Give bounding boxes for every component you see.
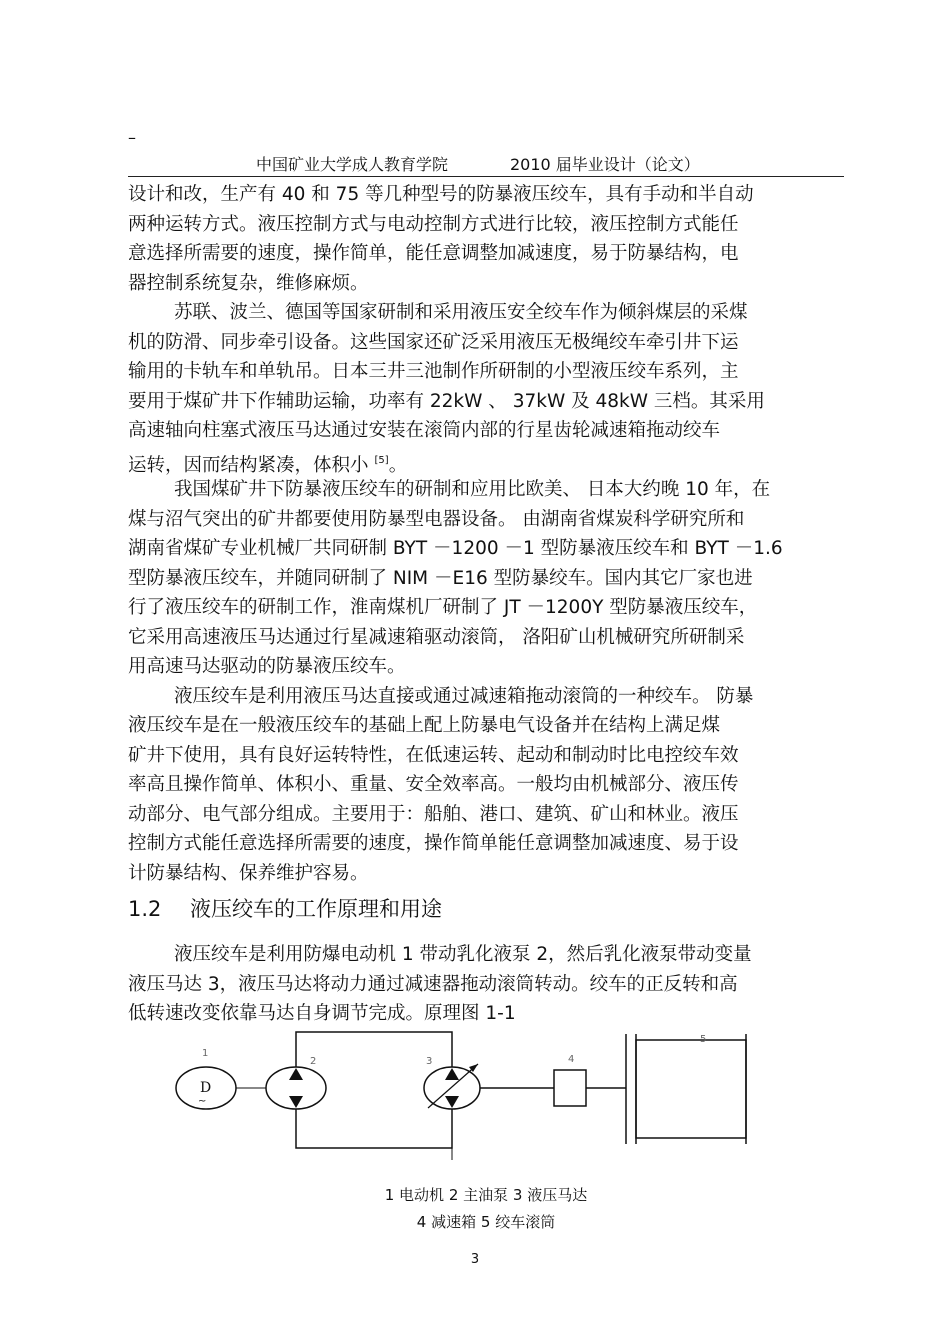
- section-number: 1.2: [128, 897, 162, 921]
- winch-drum-symbol: [636, 1040, 746, 1138]
- text-line: 我国煤矿井下防暴液压绞车的研制和应用比欧美、 日本大约晚 10 年，在: [174, 479, 771, 500]
- text-line: 液压绞车是利用防爆电动机 1 带动乳化液泵 2，然后乳化液泵带动变量: [174, 944, 752, 965]
- section-heading: [128, 890, 848, 928]
- header-institution: 中国矿业大学成人教育学院: [256, 155, 449, 174]
- text-line: 机的防滑、同步牵引设备。这些国家还矿泛采用液压无极绳绞车牵引井下运: [128, 331, 739, 353]
- section-title: 液压绞车的工作原理和用途: [190, 897, 442, 921]
- header-thesis-label: 2010 届毕业设计（论文）: [510, 155, 700, 174]
- text-line: 高速轴向柱塞式液压马达通过安装在滚筒内部的行星齿轮减速箱拖动绞车: [128, 420, 721, 441]
- figure-caption-line1: 1 电动机 2 主油泵 3 液压马达: [384, 1186, 588, 1204]
- label-reducer: 4: [568, 1054, 575, 1065]
- body-text: [128, 180, 848, 1029]
- text-line: 液压绞车是在一般液压绞车的基础上配上防暴电气设备并在结构上满足煤: [128, 715, 721, 736]
- text-line: 设计和改，生产有 40 和 75 等几种型号的防暴液压绞车，具有手动和半自动: [128, 184, 754, 205]
- label-drum: 5: [700, 1034, 707, 1045]
- motor-letter: D: [200, 1080, 212, 1096]
- citation-mark: [5]: [374, 454, 389, 466]
- hydraulic-loop-bottom: [296, 1109, 452, 1148]
- text-line: 率高且操作简单、体积小、重量、安全效率高。一般均由机械部分、液压传: [128, 774, 739, 795]
- text-line: 用高速马达驱动的防暴液压绞车。: [128, 656, 406, 677]
- text-line: [128, 446, 848, 476]
- page-number: 3: [470, 1252, 480, 1267]
- text-line: 矿井下使用，具有良好运转特性，在低速运转、起动和制动时比电控绞车效: [128, 744, 739, 766]
- motor-tilde: ~: [198, 1096, 207, 1107]
- text-line: 煤与沼气突出的矿井都要使用防暴型电器设备。 由湖南省煤炭科学研究所和: [128, 508, 745, 530]
- text-line: 低转速改变依靠马达自身调节完成。原理图 1-1: [128, 1003, 516, 1024]
- text-line: 输用的卡轨车和单轨吊。日本三井三池制作所研制的小型液压绞车系列，主: [128, 361, 739, 382]
- text-line: 液压马达 3，液压马达将动力通过减速器拖动滚筒转动。绞车的正反转和高: [128, 973, 738, 995]
- text-line: 型防暴液压绞车，并随同研制了 NIM －E16 型防暴绞车。国内其它厂家也进: [128, 567, 753, 589]
- label-hydraulic-motor: 3: [426, 1056, 433, 1067]
- text-line: 湖南省煤矿专业机械厂共同研制 BYT －1200 －1 型防暴液压绞车和 BYT －1.6: [128, 538, 783, 559]
- text-line: 器控制系统复杂，维修麻烦。: [128, 272, 369, 294]
- text-line-content: 运转，因而结构紧凑，体积小: [128, 454, 369, 476]
- text-line: 液压绞车是利用液压马达直接或通过减速箱拖动滚筒的一种绞车。 防暴: [174, 685, 754, 707]
- hydraulic-winch-schematic: [160, 1020, 800, 1180]
- sentence-end: 。: [388, 454, 408, 476]
- reducer-symbol: [554, 1070, 586, 1106]
- text-line: 它采用高速液压马达通过行星减速箱驱动滚筒， 洛阳矿山机械研究所研制采: [128, 626, 745, 648]
- text-line: 动部分、电气部分组成。主要用于：船舶、港口、建筑、矿山和林业。液压: [128, 803, 739, 825]
- text-line: 计防暴结构、保养维护容易。: [128, 862, 369, 884]
- text-line: 苏联、波兰、德国等国家研制和采用液压安全绞车作为倾斜煤层的采煤: [174, 302, 748, 323]
- figure-caption-line2: 4 减速箱 5 绞车滚筒: [416, 1213, 556, 1231]
- text-line: 要用于煤矿井下作辅助运输，功率有 22kW 、 37kW 及 48kW 三档。其采用: [128, 390, 765, 412]
- text-line: 两种运转方式。液压控制方式与电动控制方式进行比较，液压控制方式能任: [128, 213, 739, 235]
- label-motor: 1: [202, 1048, 209, 1059]
- text-line: 控制方式能任意选择所需要的速度，操作简单能任意调整加减速度、易于设: [128, 833, 739, 854]
- corner-mark: –: [128, 128, 136, 147]
- running-header: [128, 148, 844, 177]
- label-pump: 2: [310, 1056, 317, 1067]
- text-line: 行了液压绞车的研制工作，淮南煤机厂研制了 JT －1200Y 型防暴液压绞车，: [128, 597, 758, 618]
- text-line: 意选择所需要的速度，操作简单，能任意调整加减速度，易于防暴结构，电: [128, 243, 739, 264]
